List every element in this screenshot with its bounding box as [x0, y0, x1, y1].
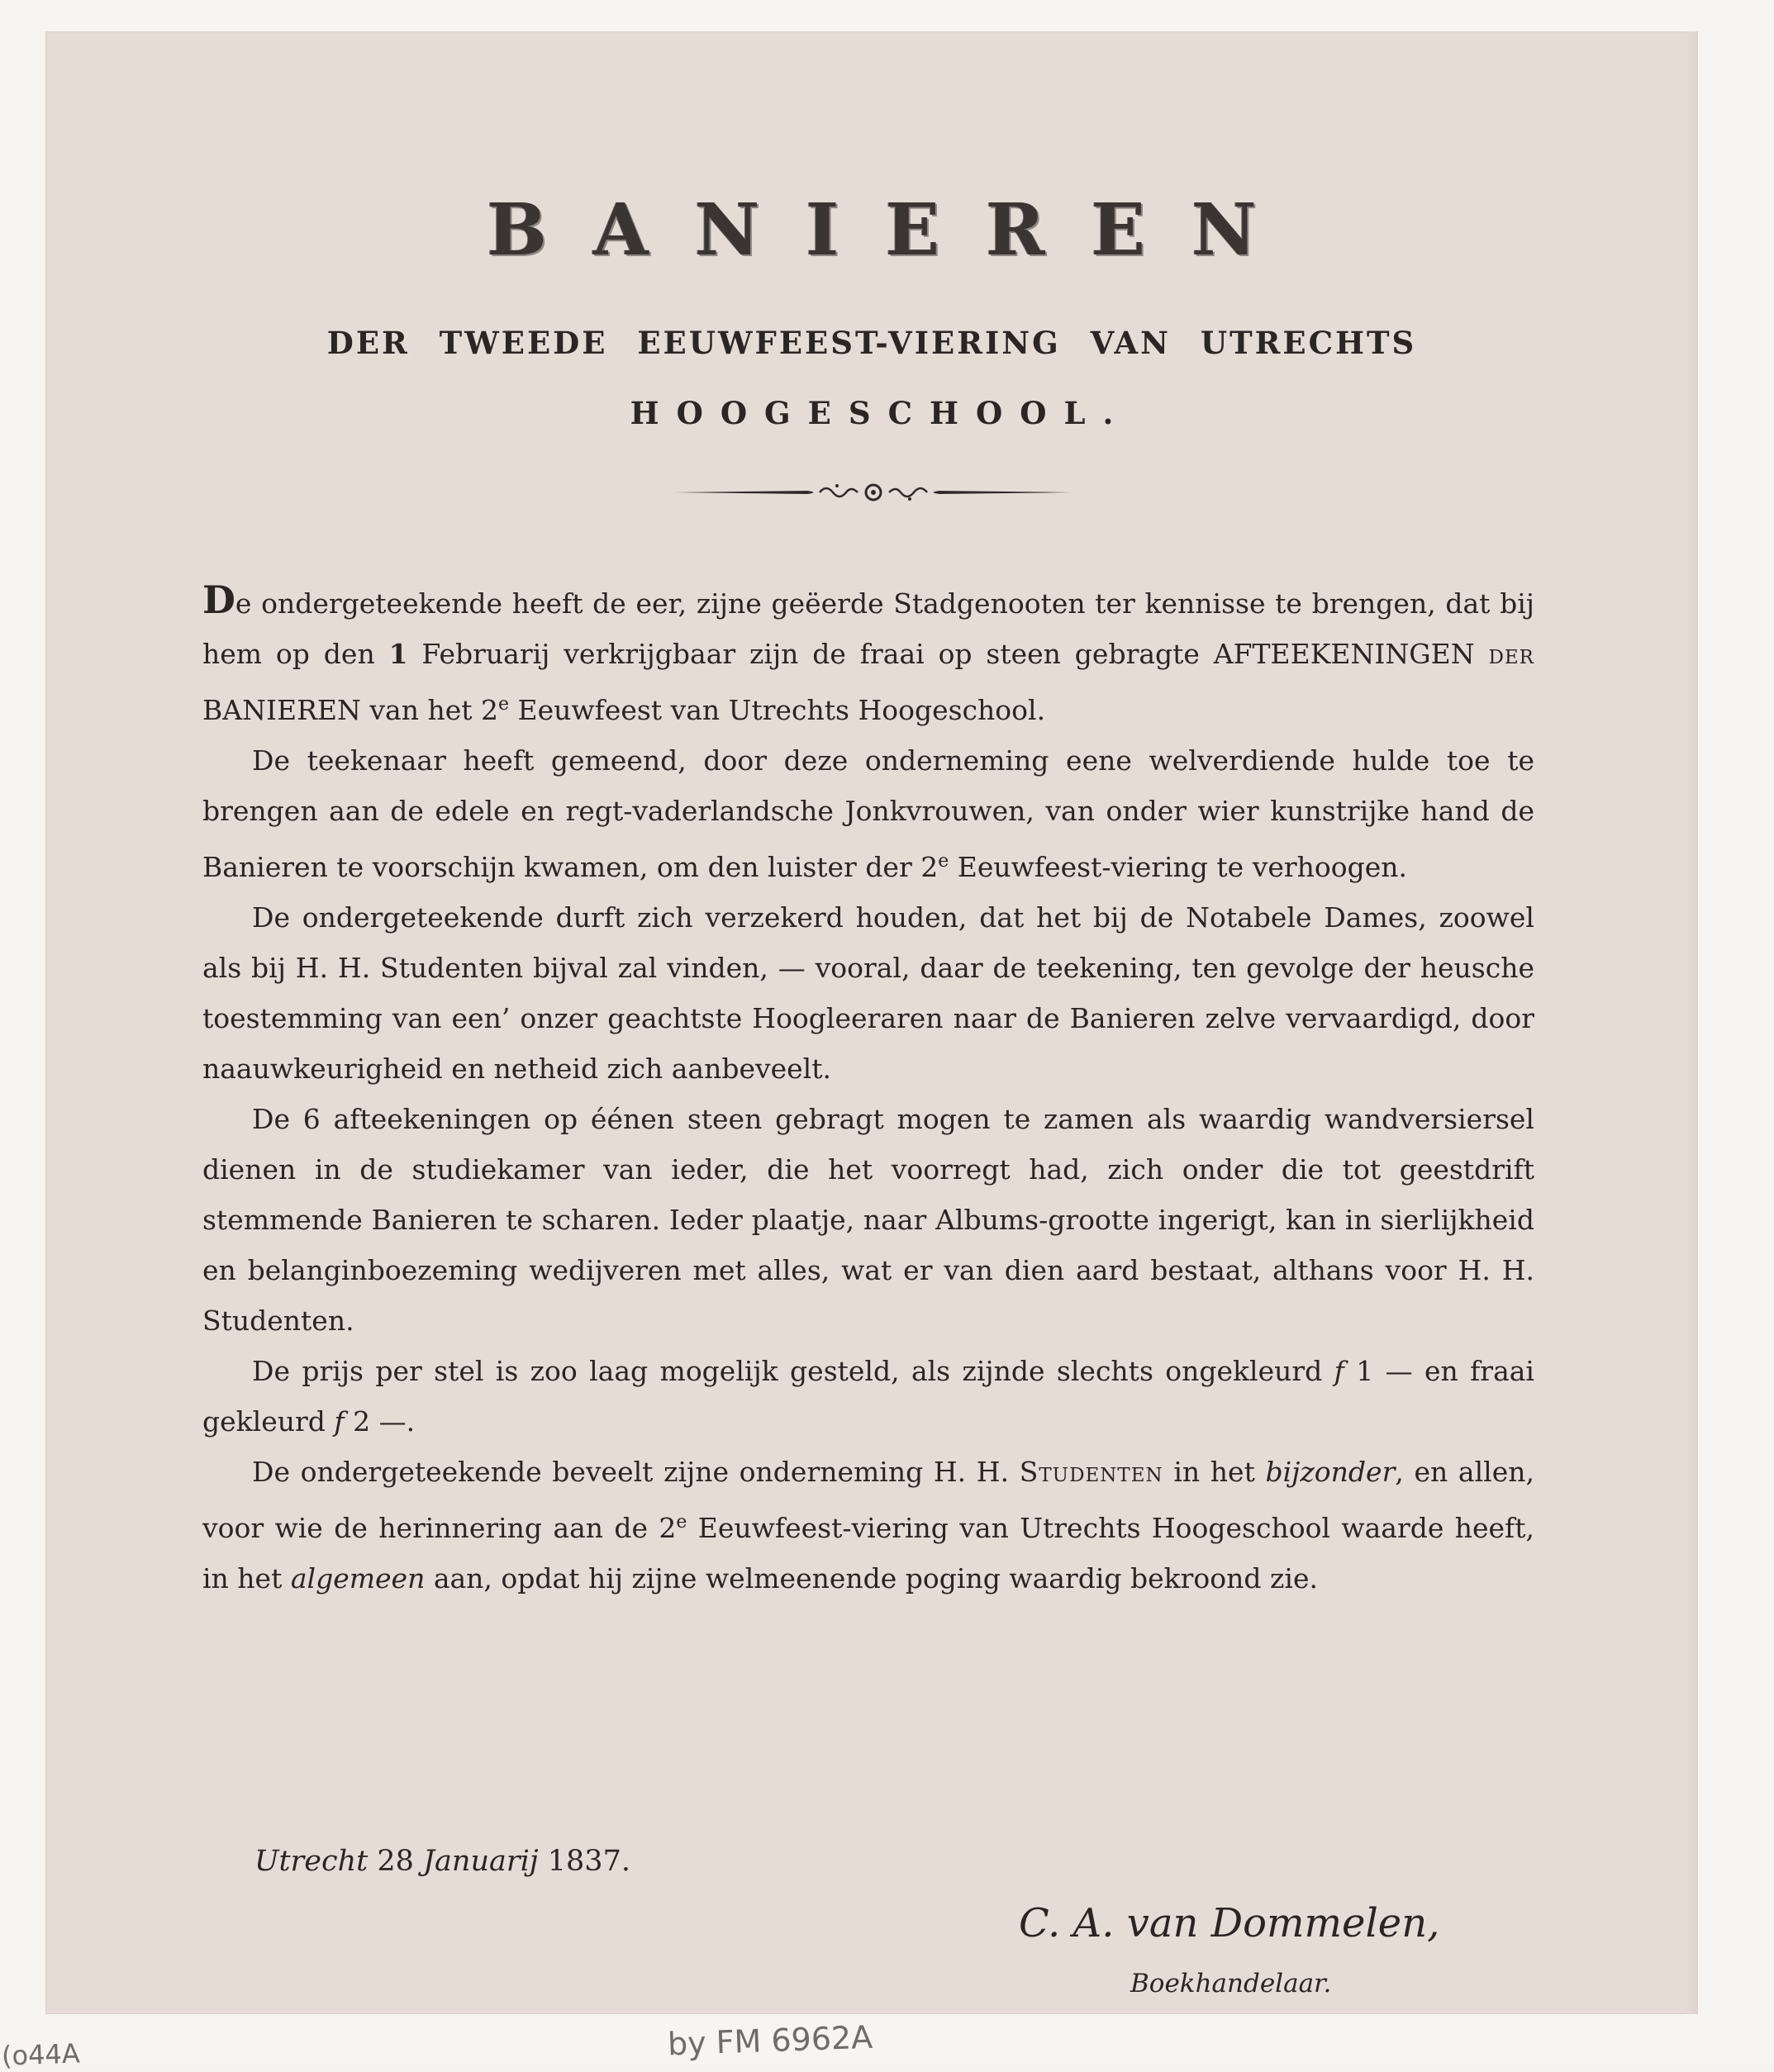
- dropcap: D: [202, 577, 235, 622]
- date-year: 1837.: [538, 1845, 630, 1878]
- text-run: 2 —.: [344, 1405, 416, 1438]
- paragraph-6: [202, 1447, 1534, 1604]
- date-month: Januarij: [423, 1845, 539, 1878]
- document-sheet: [45, 31, 1698, 2014]
- text-run: De ondergeteekende durft zich verzekerd houden, dat het bij de Notabele Dames, zoowel als bij H. H. Studenten bijval zal vinden, — vooral, daar de teekening, ten gevolge der heusche toestemming van een’ onzer geachtste Hoogleeraren naar de Banieren zelve vervaardigd, door naauwkeurigheid en netheid zich aanbeveelt.: [202, 901, 1534, 1085]
- subtitle-line-2: HOOGESCHOOL.: [630, 395, 1131, 431]
- pencil-annotation: by FM 6962A: [667, 2018, 873, 2063]
- date-place: Utrecht: [254, 1845, 369, 1878]
- text-run: Eeuwfeest-viering van Utrechts Hoogeschool waarde heeft, in het: [202, 1512, 1535, 1594]
- text-run: der: [1488, 638, 1534, 670]
- date-day: 28: [368, 1845, 424, 1878]
- paragraph-2: [202, 735, 1534, 892]
- text-run: De prijs per stel is zoo laag mogelijk gesteld, als zijnde slechts ongekleurd: [252, 1355, 1334, 1387]
- text-run: aan, opdat hij zijne welmeenende poging waardig bekroond zie.: [425, 1562, 1318, 1594]
- subtitle-line-1: DER TWEEDE EEUWFEEST-VIERING VAN UTRECHTS: [326, 325, 1417, 361]
- paragraph-1: [202, 575, 1534, 735]
- text-run: 1: [388, 638, 408, 670]
- ornament-divider: [675, 478, 1072, 507]
- paragraph-4: [202, 1094, 1534, 1346]
- text-run: De ondergeteekende beveelt zijne onderneming H. H.: [252, 1456, 1020, 1488]
- corner-annotation: (o44A: [1, 2037, 81, 2072]
- text-run: e: [676, 1512, 687, 1533]
- paragraph-3: [202, 892, 1534, 1094]
- text-run: Studenten: [1019, 1456, 1163, 1488]
- signature-role: Boekhandelaar.: [1130, 1969, 1332, 1998]
- text-run: 1 — en fraai gekleurd: [202, 1355, 1534, 1438]
- text-run: f: [1334, 1355, 1344, 1387]
- text-run: Eeuwfeest van Utrechts Hoogeschool.: [509, 694, 1046, 726]
- text-run: e: [938, 851, 949, 872]
- text-run: e ondergeteekende heeft de eer, zijne geëerde Stadgenooten ter kennisse te brengen, dat bij hem op den: [202, 587, 1534, 670]
- text-run: Februarij verkrijgbaar zijn de fraai op steen gebragte AFTEEKENINGEN: [407, 638, 1489, 670]
- text-run: bijzonder: [1265, 1456, 1396, 1488]
- text-run: Eeuwfeest-viering te verhoogen.: [949, 851, 1408, 883]
- text-run: , en allen, voor wie de herinnering aan de 2: [202, 1456, 1534, 1544]
- text-run: De 6 afteekeningen op éénen steen gebragt mogen te zamen als waardig wandversiersel dienen in de studiekamer van ieder, die het voorregt had, zich onder die tot geestdrift stemmende Banieren te scharen. Ieder plaatje, naar Albums-grootte ingerigt, kan in sierlijkheid en belanginboezeming wedijveren met alles, wat er van dien aard bestaat, althans voor H. H. Studenten.: [202, 1103, 1534, 1337]
- body-text: [202, 575, 1534, 1604]
- document-title: BANIEREN: [487, 188, 1303, 272]
- text-run: f: [334, 1405, 345, 1438]
- paragraph-5: [202, 1346, 1534, 1447]
- text-run: De teekenaar heeft gemeend, door deze onderneming eene welverdiende hulde toe te brengen aan de edele en regt-vaderlandsche Jonkvrouwen, van onder wier kunstrijke hand de Banieren te voorschijn kwamen, om den luister der 2: [202, 744, 1534, 883]
- date-line: [254, 1845, 630, 1878]
- text-run: e: [497, 694, 510, 715]
- text-run: in het: [1163, 1456, 1266, 1488]
- text-run: algemeen: [290, 1562, 426, 1594]
- signature: C. A. van Dommelen,: [1019, 1900, 1440, 1946]
- text-run: BANIEREN van het 2: [202, 694, 498, 726]
